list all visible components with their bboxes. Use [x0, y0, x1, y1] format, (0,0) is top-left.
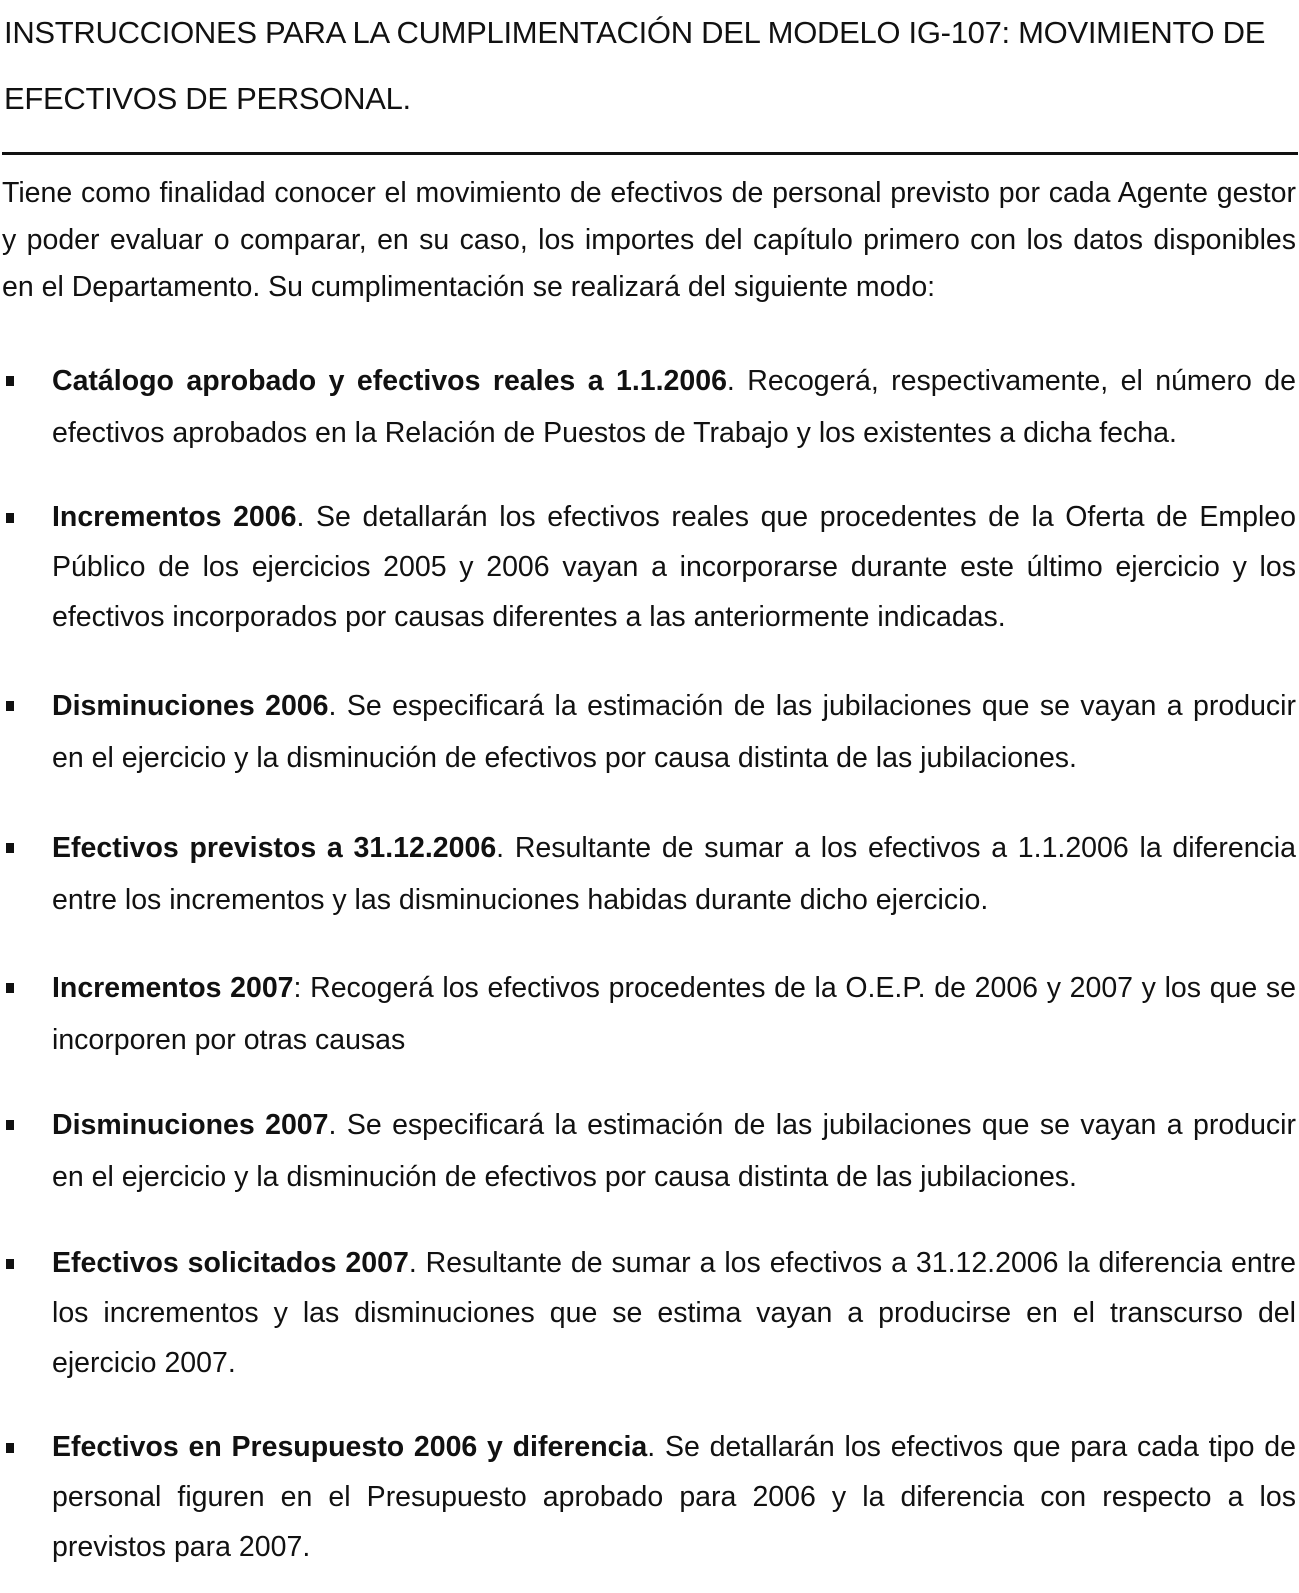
item-description: . Resultante de sumar a los efectivos a 31.12.2006 la diferencia entre los incrementos y las disminuciones que se estima vayan a producirse en el transcurso del ejercicio 2007.	[52, 1247, 1296, 1379]
item-term: Efectivos en Presupuesto 2006 y diferencia	[52, 1431, 648, 1463]
item-term: Efectivos previstos a 31.12.2006	[52, 832, 497, 864]
item-description: . Se detallarán los efectivos reales que procedentes de la Oferta de Empleo Público de los ejercicios 2005 y 2006 vayan a incorporarse durante este último ejercicio y los efectivos incorporados por causas diferentes a las anteriormente indicadas.	[52, 501, 1296, 633]
item-term: Catálogo aprobado y efectivos reales a 1.1.2006	[52, 365, 727, 397]
document-title: INSTRUCCIONES PARA LA CUMPLIMENTACIÓN DEL MODELO IG-107: MOVIMIENTO DE EFECTIVOS DE PERSONAL.	[4, 15, 1266, 116]
bullet-icon	[6, 1443, 14, 1453]
intro-paragraph: Tiene como finalidad conocer el movimiento de efectivos de personal previsto por cada Agente gestor y poder evaluar o comparar, en su caso, los importes del capítulo primero con los datos disponibles en el Departamento. Su cumplimentación se realizará del siguiente modo:	[2, 177, 1296, 303]
item-term: Disminuciones 2006	[52, 690, 329, 722]
bullet-icon	[6, 843, 14, 853]
bullet-icon	[6, 376, 14, 386]
bullet-icon	[6, 1259, 14, 1269]
bullet-icon	[6, 983, 14, 993]
item-term: Disminuciones 2007	[52, 1109, 329, 1141]
bullet-icon	[6, 701, 14, 711]
bullet-icon	[6, 513, 14, 523]
item-term: Efectivos solicitados 2007	[52, 1247, 409, 1279]
item-description: . Se detallarán los efectivos que para cada tipo de personal figuren en el Presupuesto aprobado para 2006 y la diferencia con respecto a los previstos para 2007.	[52, 1431, 1296, 1563]
item-term: Incrementos 2006	[52, 501, 297, 533]
item-description: . Se especificará la estimación de las jubilaciones que se vayan a producir en el ejercicio y la disminución de efectivos por causa distinta de las jubilaciones.	[52, 690, 1296, 774]
item-description: . Resultante de sumar a los efectivos a 1.1.2006 la diferencia entre los incrementos y las disminuciones habidas durante dicho ejercicio.	[52, 832, 1296, 916]
bullet-icon	[6, 1120, 14, 1130]
item-description: . Recogerá, respectivamente, el número de efectivos aprobados en la Relación de Puestos de Trabajo y los existentes a dicha fecha.	[52, 365, 1296, 449]
title-divider	[2, 152, 1298, 155]
item-description: : Recogerá los efectivos procedentes de la O.E.P. de 2006 y 2007 y los que se incorporen por otras causas	[52, 972, 1297, 1056]
item-description: . Se especificará la estimación de las jubilaciones que se vayan a producir en el ejercicio y la disminución de efectivos por causa distinta de las jubilaciones.	[52, 1109, 1296, 1193]
item-term: Incrementos 2007	[52, 972, 294, 1004]
